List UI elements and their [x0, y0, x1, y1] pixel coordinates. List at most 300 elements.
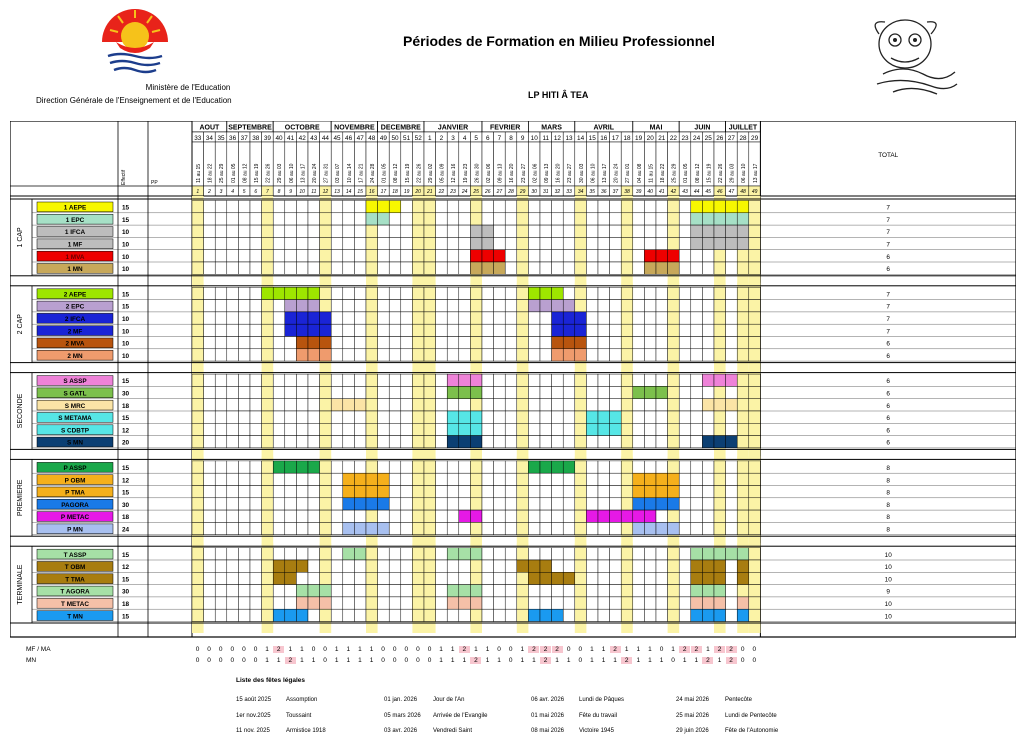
week-cell: [424, 386, 436, 398]
week-index: 3: [219, 189, 223, 196]
week-cell: [552, 374, 564, 386]
week-cell: [250, 548, 262, 560]
class-name: S ASSP: [63, 378, 87, 386]
count-value: 1: [358, 657, 362, 664]
week-cell: [633, 349, 645, 361]
week-cell: [412, 461, 424, 473]
week-cell: [401, 597, 413, 609]
week-cell: [737, 337, 749, 349]
week-cell: [644, 225, 656, 237]
week-cell: [586, 522, 598, 534]
week-cell: [343, 609, 355, 621]
count-value: 1: [450, 646, 455, 653]
week-cell: [320, 386, 332, 398]
week-cell: [679, 287, 691, 299]
week-cell: [192, 486, 204, 498]
class-effectif: 10: [122, 352, 130, 360]
internship-week-cell: [308, 337, 320, 349]
week-number: 13: [565, 134, 573, 142]
week-cell: [238, 300, 250, 312]
week-cell: [424, 510, 436, 522]
week-cell: [238, 522, 250, 534]
class-total: 8: [886, 526, 890, 534]
week-cell: [575, 237, 587, 249]
class-name: 2 EPC: [65, 303, 85, 311]
internship-week-cell: [702, 597, 714, 609]
count-value: 1: [624, 646, 629, 653]
week-cell: [424, 423, 436, 435]
week-cell: [702, 250, 714, 262]
week-cell: [308, 250, 320, 262]
internship-week-cell: [633, 473, 645, 485]
week-cell: [540, 597, 552, 609]
internship-week-cell: [366, 213, 378, 225]
count-value: 0: [578, 646, 583, 653]
internship-week-cell: [702, 572, 714, 584]
week-cell: [528, 510, 540, 522]
week-cell: [296, 213, 308, 225]
holiday-name: Fête de l'Autonomie: [725, 728, 779, 734]
internship-week-cell: [494, 250, 506, 262]
week-cell: [215, 262, 227, 274]
count-value: 1: [532, 657, 536, 664]
week-cell: [563, 262, 575, 274]
week-cell: [250, 337, 262, 349]
week-cell: [668, 312, 680, 324]
internship-week-cell: [726, 548, 738, 560]
count-value: 0: [659, 646, 664, 653]
week-cell: [494, 522, 506, 534]
week-cell: [436, 213, 448, 225]
week-cell: [482, 597, 494, 609]
week-cell: [227, 237, 239, 249]
internship-week-cell: [702, 213, 714, 225]
class-effectif: 10: [122, 316, 130, 323]
week-number: 48: [368, 134, 376, 142]
week-cell: [204, 609, 216, 621]
week-cell: [575, 473, 587, 485]
week-cell: [250, 423, 262, 435]
internship-week-cell: [470, 262, 482, 274]
count-value: 2: [470, 657, 481, 664]
week-cell: [389, 250, 401, 262]
week-cell: [412, 312, 424, 324]
internship-week-cell: [528, 287, 540, 299]
class-total: 7: [886, 328, 890, 336]
week-cell: [586, 201, 598, 213]
week-cell: [378, 399, 390, 411]
week-date: 08 au 12: [393, 163, 400, 183]
week-cell: [389, 510, 401, 522]
internship-week-cell: [702, 374, 714, 386]
week-cell: [285, 386, 297, 398]
count-value: 0: [497, 646, 501, 653]
week-cell: [470, 287, 482, 299]
internship-week-cell: [540, 572, 552, 584]
week-cell: [354, 237, 366, 249]
week-cell: [586, 399, 598, 411]
week-cell: [285, 510, 297, 522]
week-cell: [215, 560, 227, 572]
class-name: 2 IFCA: [64, 316, 86, 323]
week-cell: [737, 585, 749, 597]
internship-week-cell: [296, 312, 308, 324]
week-date: 13 au 17: [300, 163, 307, 183]
week-cell: [436, 411, 448, 423]
week-cell: [644, 374, 656, 386]
week-cell: [586, 473, 598, 485]
week-cell: [714, 486, 726, 498]
holiday-name: Pentecôte: [725, 697, 753, 703]
week-cell: [714, 312, 726, 324]
week-cell: [343, 411, 355, 423]
holiday-date: 06 avr. 2026: [531, 697, 565, 703]
week-cell: [262, 486, 274, 498]
week-index: 47: [728, 189, 735, 196]
internship-week-cell: [308, 300, 320, 312]
count-value: 1: [648, 646, 652, 653]
week-cell: [540, 548, 552, 560]
week-cell: [494, 498, 506, 510]
week-cell: [215, 423, 227, 435]
week-cell: [378, 312, 390, 324]
class-total: 10: [884, 551, 892, 559]
internship-week-cell: [702, 201, 714, 213]
week-cell: [192, 510, 204, 522]
week-cell: [714, 423, 726, 435]
week-cell: [378, 411, 390, 423]
internship-week-cell: [470, 585, 482, 597]
internship-week-cell: [354, 486, 366, 498]
week-cell: [331, 312, 343, 324]
week-cell: [366, 411, 378, 423]
week-cell: [273, 436, 285, 448]
internship-week-cell: [691, 237, 703, 249]
week-cell: [285, 250, 297, 262]
internship-week-cell: [320, 337, 332, 349]
week-index: 25: [473, 189, 479, 196]
count-value: 1: [474, 646, 478, 653]
week-cell: [227, 560, 239, 572]
week-cell: [447, 201, 459, 213]
week-cell: [517, 498, 529, 510]
week-number: 24: [693, 134, 701, 142]
week-cell: [378, 461, 390, 473]
week-cell: [575, 399, 587, 411]
internship-week-cell: [702, 237, 714, 249]
week-cell: [633, 225, 645, 237]
week-index: 9: [289, 189, 292, 196]
week-cell: [447, 461, 459, 473]
week-cell: [285, 498, 297, 510]
week-cell: [285, 399, 297, 411]
week-cell: [354, 411, 366, 423]
week-cell: [540, 423, 552, 435]
week-cell: [586, 572, 598, 584]
internship-week-cell: [714, 237, 726, 249]
week-cell: [737, 324, 749, 336]
week-date: 29 au 03: [729, 163, 736, 183]
week-cell: [204, 597, 216, 609]
week-cell: [691, 312, 703, 324]
week-cell: [250, 436, 262, 448]
week-cell: [296, 225, 308, 237]
internship-week-cell: [459, 436, 471, 448]
week-cell: [610, 300, 622, 312]
week-cell: [401, 548, 413, 560]
week-cell: [354, 560, 366, 572]
week-cell: [459, 300, 471, 312]
week-cell: [540, 349, 552, 361]
internship-week-cell: [262, 287, 274, 299]
week-cell: [354, 374, 366, 386]
week-cell: [494, 225, 506, 237]
week-cell: [204, 510, 216, 522]
week-cell: [412, 548, 424, 560]
holiday-list-title: Liste des fêtes légales: [236, 677, 306, 684]
internship-week-cell: [714, 572, 726, 584]
week-cell: [726, 423, 738, 435]
week-cell: [320, 300, 332, 312]
class-total: 10: [884, 576, 892, 584]
week-cell: [262, 411, 274, 423]
week-cell: [215, 213, 227, 225]
week-cell: [354, 250, 366, 262]
class-name: P OBM: [64, 477, 86, 485]
week-cell: [285, 349, 297, 361]
week-cell: [517, 225, 529, 237]
week-cell: [749, 510, 761, 522]
count-value: 2: [691, 646, 702, 653]
week-index: 39: [635, 189, 642, 196]
internship-week-cell: [737, 237, 749, 249]
week-cell: [528, 548, 540, 560]
internship-week-cell: [633, 498, 645, 510]
week-cell: [586, 237, 598, 249]
week-cell: [412, 324, 424, 336]
week-index: 19: [403, 189, 410, 196]
week-cell: [262, 560, 274, 572]
week-cell: [273, 374, 285, 386]
week-cell: [586, 486, 598, 498]
week-cell: [250, 250, 262, 262]
week-index: 45: [705, 189, 711, 196]
week-cell: [621, 262, 633, 274]
week-cell: [285, 423, 297, 435]
count-value: 1: [694, 657, 699, 664]
week-cell: [401, 423, 413, 435]
count-value: 1: [497, 657, 501, 664]
group-label: SECONDE: [17, 393, 24, 429]
week-cell: [296, 374, 308, 386]
week-index: 48: [740, 189, 746, 196]
internship-week-cell: [447, 423, 459, 435]
week-cell: [575, 436, 587, 448]
week-cell: [749, 386, 761, 398]
week-cell: [215, 337, 227, 349]
internship-week-cell: [668, 262, 680, 274]
training-schedule-grid: [10, 121, 1016, 639]
class-total: 7: [886, 241, 890, 249]
week-cell: [366, 461, 378, 473]
week-cell: [470, 213, 482, 225]
week-cell: [702, 262, 714, 274]
week-cell: [586, 225, 598, 237]
internship-week-cell: [459, 411, 471, 423]
week-cell: [610, 337, 622, 349]
week-cell: [273, 250, 285, 262]
week-cell: [389, 337, 401, 349]
week-cell: [459, 473, 471, 485]
holiday-date: 03 avr. 2026: [384, 728, 418, 734]
week-cell: [714, 324, 726, 336]
week-cell: [389, 585, 401, 597]
week-number: 9: [520, 134, 525, 142]
week-cell: [459, 287, 471, 299]
week-cell: [331, 349, 343, 361]
week-cell: [250, 473, 262, 485]
week-cell: [482, 572, 494, 584]
internship-week-cell: [296, 287, 308, 299]
internship-week-cell: [273, 287, 285, 299]
internship-week-cell: [470, 423, 482, 435]
internship-week-cell: [691, 572, 703, 584]
week-cell: [749, 498, 761, 510]
week-number: 37: [240, 134, 248, 142]
week-cell: [494, 300, 506, 312]
week-cell: [354, 225, 366, 237]
week-cell: [702, 386, 714, 398]
week-cell: [250, 510, 262, 522]
count-value: 2: [459, 646, 470, 653]
page-title: Périodes de Formation en Milieu Professionnel: [403, 33, 715, 49]
week-cell: [459, 213, 471, 225]
week-number: 20: [646, 134, 654, 142]
week-date: 25 au 29: [219, 163, 226, 183]
week-cell: [250, 522, 262, 534]
week-cell: [308, 411, 320, 423]
week-cell: [401, 585, 413, 597]
class-effectif: 15: [122, 415, 130, 423]
week-cell: [470, 201, 482, 213]
week-cell: [343, 237, 355, 249]
week-cell: [331, 486, 343, 498]
week-cell: [679, 510, 691, 522]
count-value: 1: [636, 657, 641, 664]
week-cell: [424, 225, 436, 237]
week-cell: [320, 411, 332, 423]
week-cell: [227, 300, 239, 312]
week-cell: [250, 312, 262, 324]
week-cell: [494, 510, 506, 522]
week-date: 11 au 15: [648, 163, 655, 183]
week-cell: [621, 560, 633, 572]
week-cell: [401, 312, 413, 324]
week-cell: [424, 300, 436, 312]
week-cell: [494, 399, 506, 411]
week-cell: [389, 237, 401, 249]
week-cell: [227, 436, 239, 448]
count-value: 1: [450, 657, 455, 664]
holiday-name: Jour de l'An: [433, 697, 465, 703]
week-cell: [215, 201, 227, 213]
week-number: 39: [263, 134, 271, 142]
week-cell: [273, 522, 285, 534]
week-cell: [215, 225, 227, 237]
week-cell: [586, 597, 598, 609]
count-value: 1: [671, 646, 675, 653]
week-cell: [656, 374, 668, 386]
week-cell: [726, 349, 738, 361]
week-cell: [749, 436, 761, 448]
week-cell: [610, 461, 622, 473]
class-effectif: 10: [122, 340, 130, 348]
week-cell: [296, 572, 308, 584]
internship-week-cell: [552, 287, 564, 299]
week-cell: [610, 473, 622, 485]
week-cell: [412, 250, 424, 262]
week-cell: [285, 548, 297, 560]
week-cell: [215, 609, 227, 621]
week-cell: [552, 597, 564, 609]
week-cell: [610, 250, 622, 262]
week-cell: [389, 548, 401, 560]
week-cell: [366, 300, 378, 312]
group-label: 2 CAP: [17, 314, 24, 335]
week-index: 4: [231, 189, 234, 196]
internship-week-cell: [668, 498, 680, 510]
internship-week-cell: [610, 411, 622, 423]
week-cell: [412, 609, 424, 621]
week-cell: [331, 237, 343, 249]
internship-week-cell: [540, 609, 552, 621]
week-cell: [540, 522, 552, 534]
internship-week-cell: [447, 374, 459, 386]
week-cell: [389, 436, 401, 448]
week-cell: [482, 337, 494, 349]
internship-week-cell: [296, 349, 308, 361]
week-cell: [412, 374, 424, 386]
week-date: 10 au 14: [346, 163, 353, 183]
count-row-label: MF / MA: [26, 646, 51, 653]
internship-week-cell: [575, 349, 587, 361]
week-cell: [412, 572, 424, 584]
internship-week-cell: [528, 560, 540, 572]
class-effectif: 15: [122, 576, 130, 584]
week-cell: [737, 473, 749, 485]
count-value: 1: [334, 646, 339, 653]
week-cell: [192, 201, 204, 213]
week-cell: [447, 213, 459, 225]
week-cell: [343, 225, 355, 237]
week-cell: [320, 436, 332, 448]
internship-week-cell: [563, 461, 575, 473]
week-cell: [273, 548, 285, 560]
week-cell: [749, 411, 761, 423]
week-cell: [726, 411, 738, 423]
class-total: 8: [886, 514, 890, 522]
internship-week-cell: [540, 287, 552, 299]
internship-week-cell: [668, 522, 680, 534]
internship-week-cell: [702, 560, 714, 572]
week-cell: [482, 486, 494, 498]
week-cell: [238, 225, 250, 237]
week-cell: [343, 572, 355, 584]
effectif-header: Effectif: [121, 169, 127, 185]
week-cell: [552, 225, 564, 237]
week-number: 51: [403, 134, 411, 142]
week-cell: [343, 337, 355, 349]
